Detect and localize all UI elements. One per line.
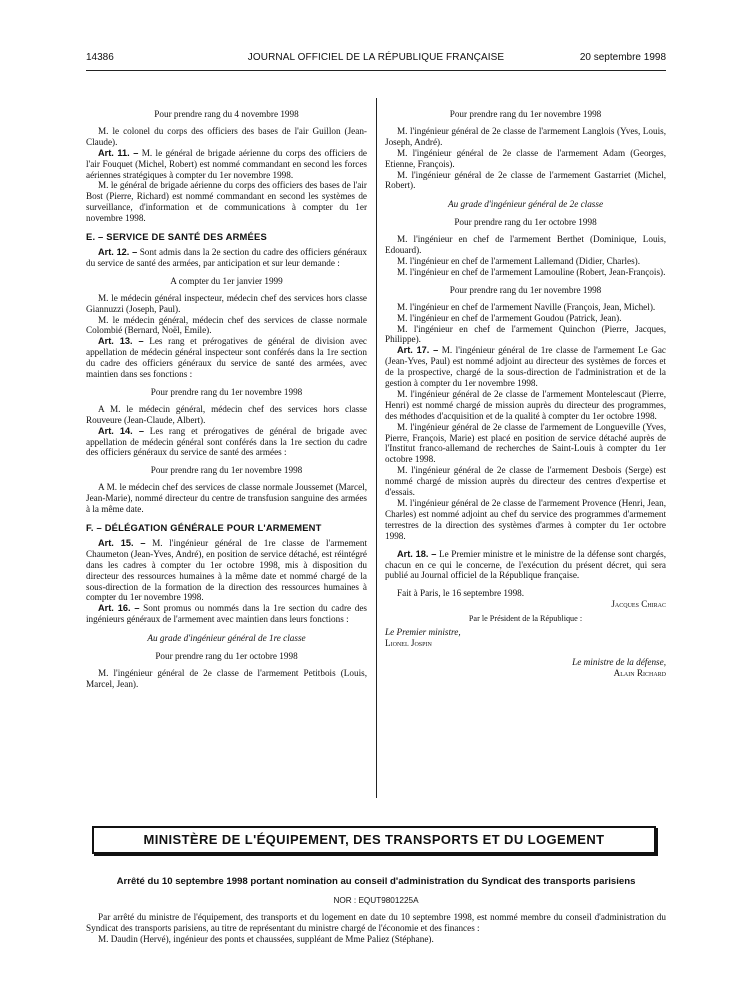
article-label: Art. 18. –: [397, 548, 437, 559]
paragraph: M. l'ingénieur général de 2e classe de l'armement Montelescaut (Pierre, Henri) est nommé chargé de mission auprès du directeur des programmes, des méthodes d'acquisition et de la qualité à compter du 1er octobre 1998.: [385, 388, 666, 421]
page-header: [86, 52, 666, 68]
paragraph: M. l'ingénieur général de 2e classe de l'armement Petitbois (Louis, Marcel, Jean).: [86, 667, 367, 689]
article-label: Art. 11. –: [98, 147, 139, 158]
article-label: Art. 14. –: [98, 425, 144, 436]
article-label: Art. 17. –: [397, 345, 439, 356]
page-number: 14386: [86, 52, 114, 63]
paragraph: M. l'ingénieur en chef de l'armement Goudou (Patrick, Jean).: [397, 312, 622, 323]
rank-date: Pour prendre rang du 1er octobre 1998: [454, 217, 597, 228]
nor-reference: NOR : EQUT9801225A: [333, 896, 419, 905]
rank-date: Pour prendre rang du 1er novembre 1998: [449, 284, 602, 295]
issue-date: 20 septembre 1998: [579, 52, 666, 63]
article-18: [385, 549, 666, 582]
article-label: Art. 16. –: [98, 603, 140, 614]
article-label: Art. 13. –: [98, 336, 144, 347]
rank-date: Pour prendre rang du 1er novembre 1998: [150, 465, 303, 476]
rank-date: A compter du 1er janvier 1999: [170, 275, 283, 286]
pm-name: Lionel Jospin: [385, 637, 432, 648]
rank-date: Pour prendre rang du 1er novembre 1998: [449, 109, 602, 119]
article-text: Sont promus ou nommés dans la 1re section du cadre des ingénieurs généraux de l'armement avec maintien dans leurs fonctions :: [86, 603, 368, 625]
paragraph: Par arrêté du ministre de l'équipement, des transports et du logement en date du 10 septembre 1998, est nommé membre du conseil d'administration du Syndicat des transports parisiens, au titre de représentant du ministre chargé de l'économie et des finances :: [86, 912, 666, 933]
article-text: Le Premier ministre et le ministre de la défense sont chargés, chacun en ce qui le concerne, de l'exécution du présent décret, qui sera publié au Journal officiel de la République française.: [385, 548, 667, 581]
paragraph: M. l'ingénieur général de 2e classe de l'armement Gastarriet (Michel, Robert).: [385, 169, 666, 191]
section-heading-e: E. – SERVICE DE SANTÉ DES ARMÉES: [86, 231, 267, 243]
paragraph: M. l'ingénieur général de 2e classe de l'armement Provence (Henri, Jean, Charles) est nommé adjoint au chef du service des programmes d'armement terrestres de la direction des systèmes d'armes à compter du 1er octobre 1998.: [385, 498, 666, 541]
paragraph: A M. le médecin général, médecin chef des services hors classe Rouveure (Jean-Claude, Albert).: [86, 403, 367, 425]
article-15: [86, 538, 367, 603]
left-column: [86, 102, 367, 690]
article-label: Art. 15. –: [98, 537, 146, 548]
header-rule: [86, 70, 666, 71]
article-text: Les rang et prérogatives de général de brigade avec appellation de médecin général sont conférés dans la 1re section du cadre des officiers généraux du service de santé des armées :: [86, 425, 368, 458]
decree-title: Arrêté du 10 septembre 1998 portant nomination au conseil d'administration du Syndicat des transports parisiens: [116, 876, 636, 887]
president-signature: Jacques Chirac: [611, 599, 666, 610]
article-12: [86, 247, 367, 269]
paragraph: M. l'ingénieur en chef de l'armement Naville (François, Jean, Michel).: [397, 301, 656, 312]
paragraph: M. l'ingénieur général de 2e classe de l'armement Adam (Georges, Etienne, François).: [385, 147, 666, 169]
article-text: M. le général de brigade aérienne du corps des officiers de l'air Fouquet (Michel, Robert) est nommé commandant en second les forces aériennes stratégiques à compter du 1er novembre 1998.: [86, 147, 367, 180]
journal-title: JOURNAL OFFICIEL DE LA RÉPUBLIQUE FRANÇAISE: [247, 52, 505, 63]
paragraph: M. l'ingénieur en chef de l'armement Quinchon (Pierre, Jacques, Philippe).: [385, 323, 666, 345]
decree-body: [86, 912, 666, 945]
paragraph: M. l'ingénieur général de 2e classe de l'armement Desbois (Serge) est nommé chargé de mission auprès du directeur des centres d'expertise et d'essais.: [385, 465, 666, 498]
article-17: [385, 345, 666, 389]
paragraph: M. le colonel du corps des officiers des bases de l'air Guillon (Jean-Claude).: [86, 125, 367, 147]
ministry-heading: MINISTÈRE DE L'ÉQUIPEMENT, DES TRANSPORTS ET DU LOGEMENT: [92, 826, 656, 854]
paragraph: M. Daudin (Hervé), ingénieur des ponts et chaussées, suppléant de Mme Paliez (Stéphane).: [98, 933, 434, 944]
pm-title: Le Premier ministre,: [385, 627, 461, 638]
minister-title: Le ministre de la défense,: [572, 656, 666, 667]
rank-date: Pour prendre rang du 1er novembre 1998: [150, 386, 303, 397]
section-heading-f: F. – DÉLÉGATION GÉNÉRALE POUR L'ARMEMENT: [86, 522, 322, 533]
article-text: Les rang et prérogatives de général de division avec appellation de médecin général inspecteur sont conférés dans la 1re section du cadre des officiers généraux du service de santé des armées, avec maintien dans ses fonctions :: [86, 336, 367, 380]
article-11: [86, 148, 367, 181]
article-text: Sont admis dans la 2e section du cadre des officiers généraux du service de santé des armées, par anticipation et sur leur demande :: [86, 246, 367, 268]
minister-name: Alain Richard: [613, 667, 666, 678]
grade-heading: Au grade d'ingénieur général de 2e classe: [447, 199, 604, 210]
rank-date: Pour prendre rang du 4 novembre 1998: [154, 109, 299, 119]
paragraph: M. le médecin général inspecteur, médecin chef des services hors classe Giannuzzi (Joseph, Paul).: [86, 292, 367, 314]
paragraph: M. l'ingénieur général de 2e classe de l'armement de Longueville (Yves, Pierre, François, Marie) est placé en position de service détaché auprès de l'Institut franco-allemand de recherches de Saint-Louis à compter du 1er octobre 1998.: [385, 421, 666, 465]
article-label: Art. 12. –: [98, 246, 138, 257]
article-16: [86, 603, 367, 625]
grade-heading: Au grade d'ingénieur général de 1re classe: [147, 633, 306, 644]
article-13: [86, 336, 367, 380]
article-14: [86, 426, 367, 459]
paragraph: M. l'ingénieur en chef de l'armement Berthet (Dominique, Louis, Edouard).: [385, 234, 666, 256]
article-text: M. l'ingénieur général de 1re classe de l'armement Le Gac (Jean-Yves, Paul) est nommé adjoint au directeur des systèmes de forces et de la prospective, chargé de la sous-direction de l'administration et de la gestion à compter du 1er novembre 1998.: [385, 345, 667, 389]
paragraph: M. l'ingénieur général de 2e classe de l'armement Langlois (Yves, Louis, Joseph, André).: [385, 125, 666, 147]
paragraph: M. l'ingénieur en chef de l'armement Lamouline (Robert, Jean-François).: [397, 266, 666, 277]
signing-place-date: Fait à Paris, le 16 septembre 1998.: [397, 588, 525, 599]
rank-date: Pour prendre rang du 1er octobre 1998: [155, 651, 298, 662]
column-divider: [376, 98, 377, 798]
paragraph: M. le médecin général, médecin chef des services de classe normale Colombié (Bernard, Noël, Emile).: [86, 314, 367, 336]
paragraph: M. le général de brigade aérienne du corps des officiers des bases de l'air Bost (Pierre, Richard) est nommé commandant en second les systèmes de surveillance, d'information et de communications à compter du 1er novembre 1998.: [86, 180, 367, 224]
right-column: [385, 102, 666, 679]
countersign-intro: Par le Président de la République :: [468, 614, 583, 624]
paragraph: A M. le médecin chef des services de classe normale Joussemet (Marcel, Jean-Marie), nommé directeur du centre de transfusion sanguine des armées à la même date.: [86, 482, 367, 515]
paragraph: M. l'ingénieur en chef de l'armement Lallemand (Didier, Charles).: [397, 255, 641, 266]
article-text: M. l'ingénieur général de 1re classe de l'armement Chaumeton (Jean-Yves, André), en position de service détaché, est réintégré dans les cadres à compter du 1er octobre 1998, mis à disposition du directeur des ressources humaines à la même date et nommé chargé de la sous-direction de la formation de la direction des ressources humaines à compter du 1er novembre 1998.: [86, 537, 367, 603]
